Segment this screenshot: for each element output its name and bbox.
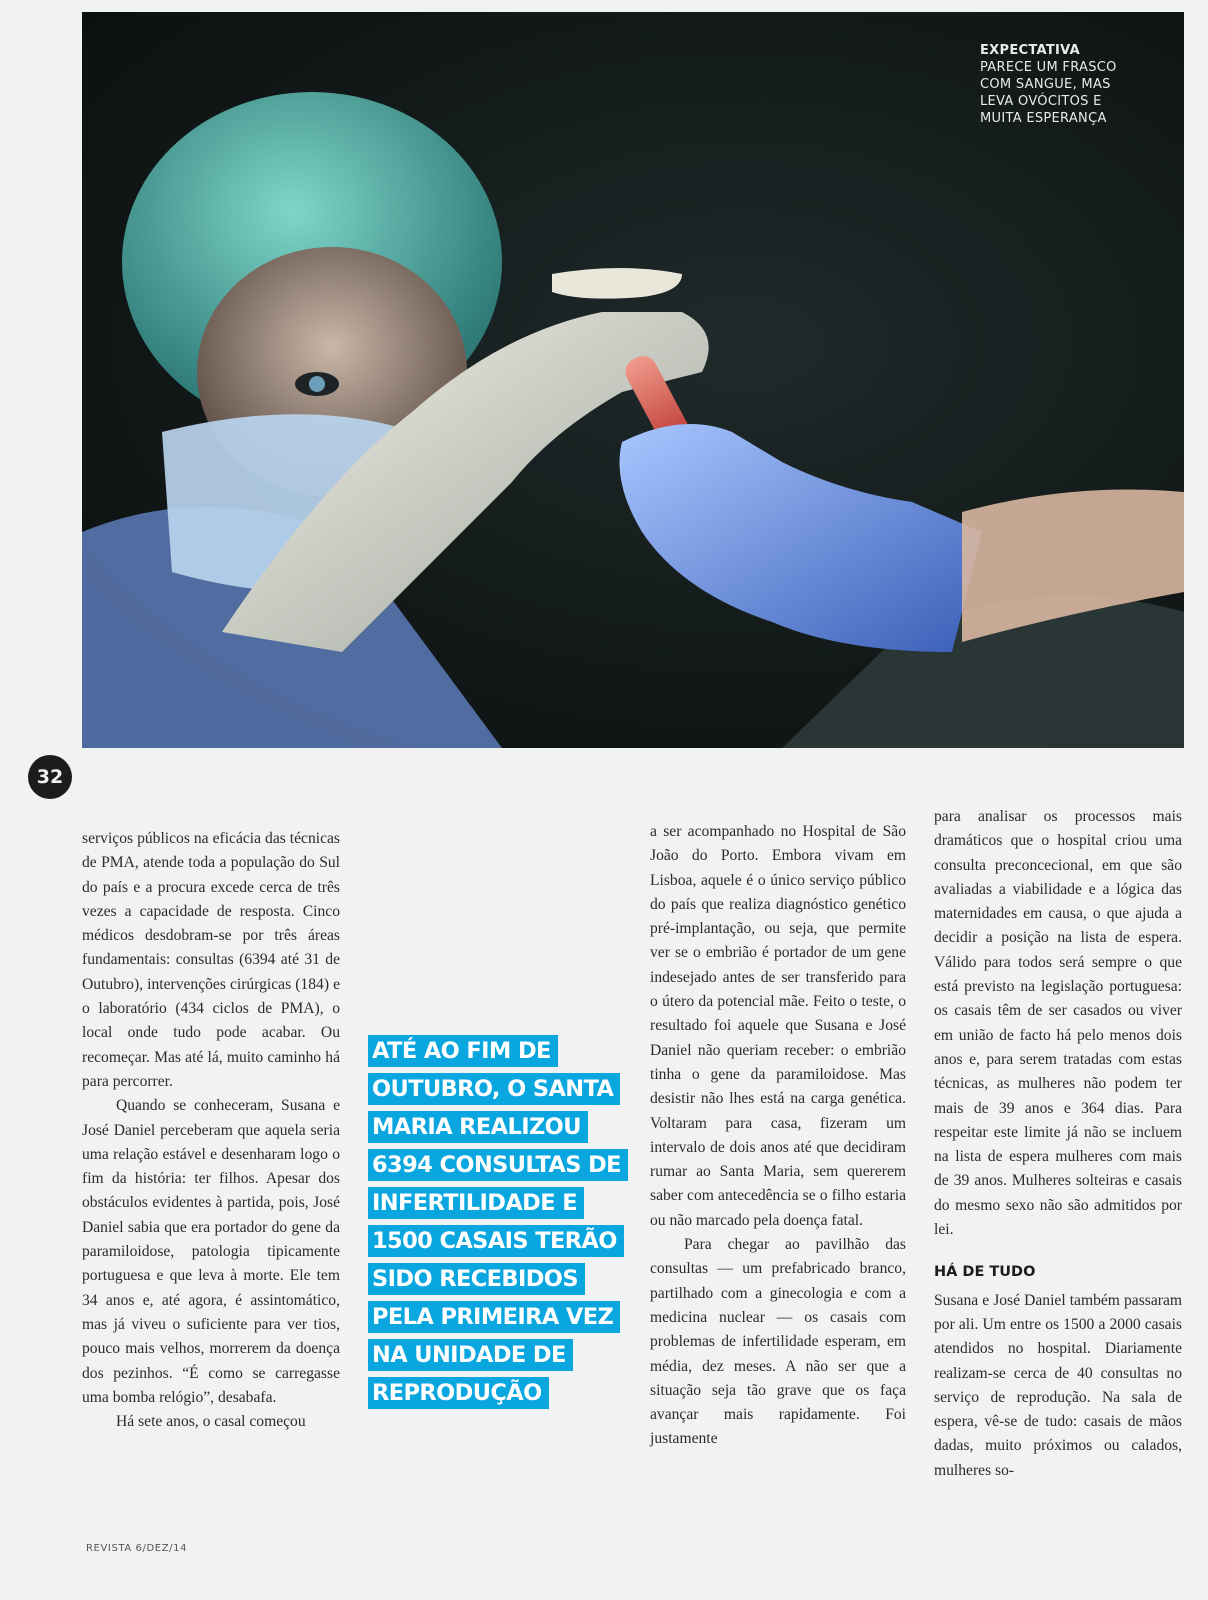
paragraph: Há sete anos, o casal começou [116, 1413, 306, 1431]
paragraph: Quando se conheceram, Susana e José Daniel perceberam que aquela seria uma relação estável e desenharam logo o fim da história: ter filhos. Apesar dos obstáculos evidentes à partida, pois, José Daniel sabia que era portador do gene da paramiloidose, patologia tipicamente portuguesa e que leva à morte. Ele tem 34 anos e, até agora, é assintomático, mas já viveu o suficiente para ver tios, pouco mais velhos, morrerem da doença dos pezinhos. “É como se carregasse uma bomba relógio”, desabafa. [82, 1097, 340, 1406]
caption-text: PARECE UM FRASCO COM SANGUE, MAS LEVA OVÓCITOS E MUITA ESPERANÇA [980, 60, 1117, 126]
text-column-1 [82, 827, 340, 1434]
paragraph: para analisar os processos mais dramáticos que o hospital criou uma consulta preconcecional, em que são avaliadas a viabilidade e a lógica das maternidades em causa, o que ajuda a decidir a posição na lista de espera. Válido para todos será sempre o que está previsto na legislação portuguesa: os casais têm de ser casados ou viver em união de facto há pelo menos dois anos e, para serem tratadas com estas técnicas, as mulheres não podem ter mais de 39 anos e 364 dias. Para respeitar este limite já não se incluem na lista de espera mulheres com mais de 39 anos. Mulheres solteiras e casais do mesmo sexo não são admitidos por lei. [934, 808, 1182, 1239]
paragraph: a ser acompanhado no Hospital de São João do Porto. Embora vivam em Lisboa, aquele é o único serviço público do país que realiza diagnóstico genético pré-implantação, ou seja, que permite ver se o embrião é portador de um gene indesejado antes de ser transferido para o útero da potencial mãe. Feito o teste, o resultado foi aquele que Susana e José Daniel não queriam receber: o embrião tinha o gene da paramiloidose. Mas desistir não lhes está na carga genética. Voltaram para casa, fizeram um intervalo de dois anos até que decidiram rumar ao Santa Maria, sem quererem saber com antecedência se o filho estaria ou não marcado pela doença fatal. [650, 823, 906, 1229]
lab-photo [82, 12, 1184, 748]
paragraph: Para chegar ao pavilhão das consultas — um prefabricado branco, partilhado com a ginecologia e com a medicina nuclear — os casais com problemas de infertilidade esperam, em média, dez meses. A não ser que a situação seja tão grave que os faça avançar mais rapidamente. Foi justamente [650, 1236, 906, 1448]
pull-quote-text: ATÉ AO FIM DE OUTUBRO, O SANTA MARIA REALIZOU 6394 CONSULTAS DE INFERTILIDADE E 1500 CASAIS TERÃO SIDO RECEBIDOS PELA PRIMEIRA VEZ NA UNIDADE DE REPRODUÇÃO [368, 1035, 628, 1409]
photo-caption [980, 42, 1140, 127]
page-footer: REVISTA 6/DEZ/14 [86, 1543, 188, 1554]
paragraph: Susana e José Daniel também passaram por ali. Um entre os 1500 a 2000 casais atendidos no hospital. Diariamente realizam-se cerca de 40 consultas no serviço de reprodução. Na sala de espera, vê-se de tudo: casais de mãos dadas, muito próximos ou calados, mulheres so- [934, 1291, 1182, 1479]
paragraph: serviços públicos na eficácia das técnicas de PMA, atende toda a população do Sul do país e a procura excede cerca de três vezes a capacidade de resposta. Cinco médicos desdobram-se por três áreas fundamentais: consultas (6394 até 31 de Outubro), intervenções cirúrgicas (184) e o laboratório (434 ciclos de PMA), o local onde tudo pode acabar. Ou recomeçar. Mas até lá, muito caminho há para percorrer. [82, 830, 340, 1090]
page-number: 32 [28, 755, 72, 799]
section-subheading: HÁ DE TUDO [934, 1264, 1036, 1281]
text-column-4 [934, 805, 1182, 1483]
caption-title: EXPECTATIVA [980, 43, 1081, 58]
pull-quote [368, 1032, 638, 1412]
text-column-3 [650, 820, 906, 1452]
